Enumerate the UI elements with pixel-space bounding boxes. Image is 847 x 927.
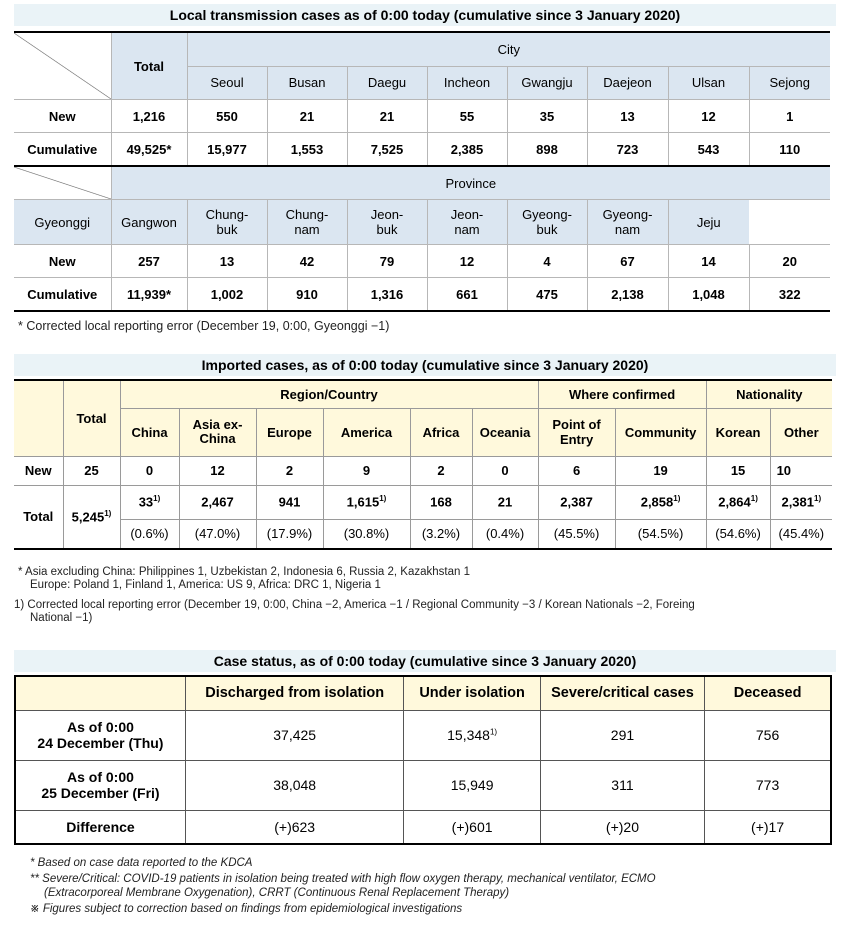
local-cases-title: Local transmission cases as of 0:00 today (cumulative since 3 January 2020): [14, 4, 836, 26]
city-cumulative-value: 1,553: [267, 133, 347, 167]
city-new-value: 55: [427, 100, 507, 133]
province-cumulative-value: 1,002: [187, 278, 267, 312]
city-total-cumulative: 49,525*: [111, 133, 187, 167]
imported-percentage: (0.6%): [120, 519, 179, 549]
imported-new-value: 0: [472, 456, 538, 485]
imported-note-correction: 1) Corrected local reporting error (December 19, 0:00, China −2, America −1 / Regional Community −3 / Korean Nationals −2, Foreing: [14, 599, 695, 611]
imported-new-value: 2: [410, 456, 472, 485]
province-header: Province: [111, 166, 830, 200]
imported-new-value: 9: [323, 456, 410, 485]
city-cumulative-value: 898: [507, 133, 587, 167]
province-new-value: 13: [187, 245, 267, 278]
city-cumulative-value: 15,977: [187, 133, 267, 167]
province-cumulative-value: 1,316: [347, 278, 427, 312]
city-new-value: 550: [187, 100, 267, 133]
imported-cases-title: Imported cases, as of 0:00 today (cumulative since 3 January 2020): [14, 354, 836, 376]
footnote-severe-cont: (Extracorporeal Membrane Oxygenation), CRRT (Continuous Renal Replacement Therapy): [44, 887, 510, 899]
province-cumulative-value: 475: [507, 278, 587, 312]
imported-new-total: 25: [63, 456, 120, 485]
diagonal-cell: [14, 166, 111, 200]
column-asia-ex-china: Asia ex-China: [179, 408, 256, 456]
imported-new-value: 2: [256, 456, 323, 485]
total-header: Total: [111, 32, 187, 100]
province-cumulative-value: 661: [427, 278, 507, 312]
province-name: Chung- nam: [267, 200, 347, 245]
severe-dec24: 291: [540, 710, 704, 760]
province-name: Gyeong- nam: [587, 200, 668, 245]
imported-new-value: 19: [615, 456, 706, 485]
province-new-value: 20: [749, 245, 830, 278]
imported-new-value: 12: [179, 456, 256, 485]
case-status-title: Case status, as of 0:00 today (cumulative since 3 January 2020): [14, 650, 836, 672]
imported-total-value: 2,864$^{1)}$: [706, 485, 770, 519]
row-label-new: New: [14, 100, 111, 133]
city-new-value: 1: [749, 100, 830, 133]
column-community: Community: [615, 408, 706, 456]
province-name: Jeon- buk: [347, 200, 427, 245]
header-severe-critical: Severe/critical cases: [540, 676, 704, 710]
imported-total-value: 2,387: [538, 485, 615, 519]
deceased-difference: (+)17: [705, 810, 831, 844]
city-name: Incheon: [427, 66, 507, 100]
under-isolation-difference: (+)601: [404, 810, 540, 844]
imported-percentage: (0.4%): [472, 519, 538, 549]
imported-percentage: (45.4%): [770, 519, 832, 549]
province-new-value: 12: [427, 245, 507, 278]
province-new-value: 79: [347, 245, 427, 278]
row-label-new: New: [14, 456, 63, 485]
imported-percentage: (17.9%): [256, 519, 323, 549]
row-label-line: 25 December (Fri): [41, 785, 160, 801]
imported-note-europe: Europe: Poland 1, Finland 1, America: US 9, Africa: DRC 1, Nigeria 1: [30, 579, 381, 591]
city-new-value: 21: [267, 100, 347, 133]
city-cumulative-value: 723: [587, 133, 668, 167]
province-name: Jeon- nam: [427, 200, 507, 245]
header-deceased: Deceased: [705, 676, 831, 710]
region-country-header: Region/Country: [120, 380, 538, 408]
province-cumulative-value: 910: [267, 278, 347, 312]
province-cumulative-value: 1,048: [668, 278, 749, 312]
province-name: Gangwon: [111, 200, 187, 245]
deceased-dec25: 773: [705, 760, 831, 810]
province-name: Gyeong- buk: [507, 200, 587, 245]
city-total-new: 1,216: [111, 100, 187, 133]
footnote-severe: ** Severe/Critical: COVID-19 patients in isolation being treated with high flow oxygen therapy, mechanical ventilator, ECMO: [30, 873, 656, 885]
imported-total-value: 33$^{1)}$: [120, 485, 179, 519]
imported-note-correction-cont: National −1): [30, 612, 93, 624]
province-name: Jeju: [668, 200, 749, 245]
imported-total-value: 21: [472, 485, 538, 519]
column-europe: Europe: [256, 408, 323, 456]
province-new-value: 257: [111, 245, 187, 278]
imported-new-value: 0: [120, 456, 179, 485]
city-name: Seoul: [187, 66, 267, 100]
city-new-value: 12: [668, 100, 749, 133]
severe-dec25: 311: [540, 760, 704, 810]
imported-total-value: 1,615$^{1)}$: [323, 485, 410, 519]
row-label-line: As of 0:00: [66, 769, 134, 785]
discharged-dec24: 37,425: [185, 710, 404, 760]
province-name: Gyeonggi: [14, 200, 111, 245]
city-new-value: 13: [587, 100, 668, 133]
city-cumulative-value: 2,385: [427, 133, 507, 167]
local-cases-table: [14, 31, 830, 312]
column-point-of-entry: Point of Entry: [538, 408, 615, 456]
imported-note-asia: * Asia excluding China: Philippines 1, Uzbekistan 2, Indonesia 6, Russia 2, Kazakhstan 1: [18, 566, 470, 578]
header-under-isolation: Under isolation: [404, 676, 540, 710]
footnote-correction: ※ Figures subject to correction based on findings from epidemiological investigations: [30, 903, 463, 915]
imported-total-header: Total: [63, 380, 120, 456]
column-america: America: [323, 408, 410, 456]
imported-percentage: (3.2%): [410, 519, 472, 549]
column-other: Other: [770, 408, 832, 456]
city-name: Daegu: [347, 66, 427, 100]
where-confirmed-header: Where confirmed: [538, 380, 706, 408]
imported-percentage: (54.5%): [615, 519, 706, 549]
severe-difference: (+)20: [540, 810, 704, 844]
province-cumulative-value: 322: [749, 278, 830, 312]
row-label-dec25: [15, 760, 185, 810]
province-new-value: 67: [587, 245, 668, 278]
imported-total-total: 5,245$^{1)}$: [63, 485, 120, 549]
under-isolation-dec25: 15,949: [404, 760, 540, 810]
imported-total-value: 168: [410, 485, 472, 519]
imported-new-value: 15: [706, 456, 770, 485]
discharged-difference: (+)623: [185, 810, 404, 844]
column-korean: Korean: [706, 408, 770, 456]
case-status-corner: [15, 676, 185, 710]
row-label-new: New: [14, 245, 111, 278]
imported-total-value: 2,467: [179, 485, 256, 519]
city-new-value: 35: [507, 100, 587, 133]
nationality-header: Nationality: [706, 380, 832, 408]
diagonal-cell: [14, 32, 111, 100]
row-label-cumulative: Cumulative: [14, 278, 111, 312]
province-cumulative-value: 11,939*: [111, 278, 187, 312]
imported-total-value: 941: [256, 485, 323, 519]
city-name: Daejeon: [587, 66, 668, 100]
city-name: Sejong: [749, 66, 830, 100]
column-africa: Africa: [410, 408, 472, 456]
deceased-dec24: 756: [705, 710, 831, 760]
city-name: Gwangju: [507, 66, 587, 100]
row-label-difference: Difference: [15, 810, 185, 844]
province-name: Chung- buk: [187, 200, 267, 245]
under-isolation-dec24: 15,348$^{1)}$: [404, 710, 540, 760]
city-cumulative-value: 7,525: [347, 133, 427, 167]
local-cases-note: * Corrected local reporting error (December 19, 0:00, Gyeonggi −1): [18, 319, 390, 333]
imported-total-value: 2,858$^{1)}$: [615, 485, 706, 519]
footnote-kdca: * Based on case data reported to the KDCA: [30, 857, 253, 869]
imported-total-value: 2,381$^{1)}$: [770, 485, 832, 519]
imported-new-value: 6: [538, 456, 615, 485]
row-label-cumulative: Cumulative: [14, 133, 111, 167]
row-label-total: Total: [14, 485, 63, 549]
imported-percentage: (45.5%): [538, 519, 615, 549]
row-label-line: 24 December (Thu): [37, 735, 164, 751]
imported-cases-table: [14, 379, 832, 550]
imported-new-value: 10: [770, 456, 832, 485]
imported-percentage: (30.8%): [323, 519, 410, 549]
city-cumulative-value: 110: [749, 133, 830, 167]
header-discharged: Discharged from isolation: [185, 676, 404, 710]
column-oceania: Oceania: [472, 408, 538, 456]
row-label-dec24: [15, 710, 185, 760]
discharged-dec25: 38,048: [185, 760, 404, 810]
province-new-value: 14: [668, 245, 749, 278]
imported-percentage: (54.6%): [706, 519, 770, 549]
city-cumulative-value: 543: [668, 133, 749, 167]
city-name: Ulsan: [668, 66, 749, 100]
city-header: City: [187, 32, 830, 66]
case-status-table: [14, 675, 832, 845]
row-label-line: As of 0:00: [66, 719, 134, 735]
province-new-value: 4: [507, 245, 587, 278]
city-name: Busan: [267, 66, 347, 100]
imported-corner: [14, 380, 63, 456]
imported-percentage: (47.0%): [179, 519, 256, 549]
city-new-value: 21: [347, 100, 427, 133]
column-china: China: [120, 408, 179, 456]
province-new-value: 42: [267, 245, 347, 278]
province-cumulative-value: 2,138: [587, 278, 668, 312]
